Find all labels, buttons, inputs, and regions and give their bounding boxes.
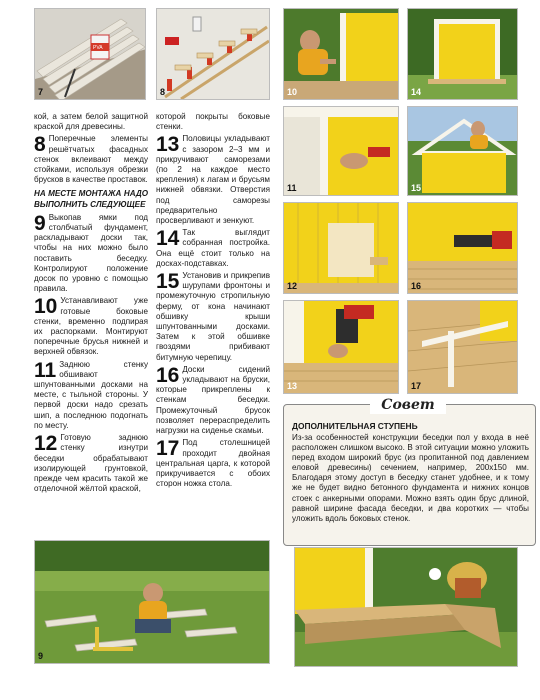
step-text: Устанавливают уже готовые боковые стенки, временно подпирая их распорками. Монтируют поперечные брусья нижней и верхней обвязок. [34, 296, 148, 357]
photo-8-image [157, 9, 270, 100]
photo-7 [34, 8, 146, 100]
photo-13 [283, 300, 399, 394]
text-column-1 [34, 112, 148, 496]
step-number: 16 [156, 364, 180, 387]
photo-number: 16 [411, 281, 422, 291]
step-number: 8 [34, 134, 46, 157]
photo-12 [283, 202, 399, 294]
step-number: 12 [34, 433, 58, 456]
photo-17 [407, 300, 518, 394]
step-text: Так выглядит собранная постройка. Она ещё стоит только на досках-подставках. [156, 228, 270, 268]
photo-16 [407, 202, 518, 294]
photo-11-image [284, 107, 399, 196]
tip-box [283, 397, 536, 546]
step-16 [156, 365, 270, 436]
intro-text: кой, а затем белой защитной краской для древесины. [34, 112, 148, 132]
photo-10-image [284, 9, 399, 100]
intro-text: которой покрыты боковые стенки. [156, 112, 270, 132]
photo-14 [407, 8, 518, 100]
step-17 [156, 438, 270, 489]
step-15 [156, 271, 270, 363]
photo-13-image [284, 301, 399, 394]
photo-15 [407, 106, 518, 196]
step-number: 17 [156, 438, 180, 461]
photo-14-image [408, 9, 518, 100]
photo-15-image [408, 107, 518, 196]
step-text: Выкопав ямки под столбчатый фундамент, раскладывают доски так, чтобы на них можно было поставить беседку. Контролируют положение досок по уровню с помощью правила. [34, 212, 148, 294]
photo-9-image [35, 541, 270, 664]
tip-title: ДОПОЛНИТЕЛЬНАЯ СТУПЕНЬ [292, 421, 418, 431]
photo-16-image [408, 203, 518, 294]
step-text: Половицы укладывают с зазором 2–3 мм и прикручивают саморезами (по 2 на каждое место крепления) к лагам и брусьям нижней обвязки. Отверстия под саморезы предварительно просверливают и зенкуют. [156, 134, 270, 226]
photo-number: 15 [411, 183, 422, 193]
section-heading: НА МЕСТЕ МОНТАЖА НАДО ВЫПОЛНИТЬ СЛЕДУЮЩЕЕ [34, 189, 148, 209]
photo-number: 7 [38, 87, 44, 97]
step-text: Под столешницей проходит двойная центральная царга, к которой прикручивается с обоих сторон ножка стола. [156, 438, 270, 489]
step-text: Поперечные элементы решётчатых фасадных стенок вклеивают между стойками, используя обрезки брусков в качестве проставок. [34, 134, 148, 185]
photo-number: 14 [411, 87, 422, 97]
photo-7-image [35, 9, 146, 100]
step-number: 11 [34, 359, 57, 382]
photo-step-bench [294, 547, 518, 667]
step-8 [34, 134, 148, 185]
photo-8 [156, 8, 270, 100]
photo-number: 8 [160, 87, 166, 97]
step-number: 9 [34, 212, 46, 235]
step-text: Заднюю стенку обшивают шпунтованными досками на месте, с тыльной стороны. У первой доски надо срезать шип, а последнюю подогнать по месту. [34, 359, 148, 430]
photo-10 [283, 8, 399, 100]
text-column-2 [156, 112, 270, 491]
step-11 [34, 360, 148, 431]
step-number: 14 [156, 228, 180, 251]
photo-number: 17 [411, 381, 422, 391]
step-text: Доски сидений укладывают на бруски, которые прикреплены к стенкам беседки. Промежуточный брусок позволяет перераспределить нагрузки на сиденье скамьи. [156, 364, 270, 436]
step-number: 15 [156, 271, 180, 294]
step-text: Готовую заднюю стенку изнутри беседки обрабатывают изолирующей грунтовкой, прежде чем красить такой же отделочной жёлтой краской, [34, 433, 148, 494]
photo-11 [283, 106, 399, 196]
photo-number: 12 [287, 281, 298, 291]
step-9 [34, 213, 148, 295]
photo-number: 13 [287, 381, 298, 391]
step-13 [156, 134, 270, 226]
photo-number: 10 [287, 87, 298, 97]
photo-17-image [408, 301, 518, 394]
bottle-label: PVA [93, 45, 103, 51]
photo-step-bench-image [295, 548, 518, 667]
step-14 [156, 228, 270, 269]
step-10 [34, 296, 148, 357]
step-text: Установив и прикрепив шурупами фронтоны и промежуточную стропильную ферму, от кона начинают обшивку крыши шпунтованными досками. Затем к этой обшивке гвоздями прибивают битумную черепицу. [156, 271, 270, 362]
tip-badge: Совет [370, 396, 446, 414]
step-12 [34, 433, 148, 494]
tip-text: Из-за особенностей конструкции беседки пол у входа в неё расположен слишком высоко. В этой ситуации можно уложить перед входом широкий брус (из пропитанной под давлением еловой древесины) сечением, например, 200х150 мм. Благодаря этому доступ в беседку станет удобнее, и к тому же не будет видно бетонного фундамента и нижних концов стоек с анкерными опорами. Можно взять один брус длиной, равной ширине фасада беседки, и два коротких — чтобы уложить вдоль боковых стенок. [292, 433, 529, 523]
step-number: 10 [34, 296, 58, 319]
photo-number: 11 [287, 183, 297, 193]
photo-number: 9 [38, 651, 44, 661]
photo-9 [34, 540, 270, 664]
photo-12-image [284, 203, 399, 294]
step-number: 13 [156, 134, 180, 157]
